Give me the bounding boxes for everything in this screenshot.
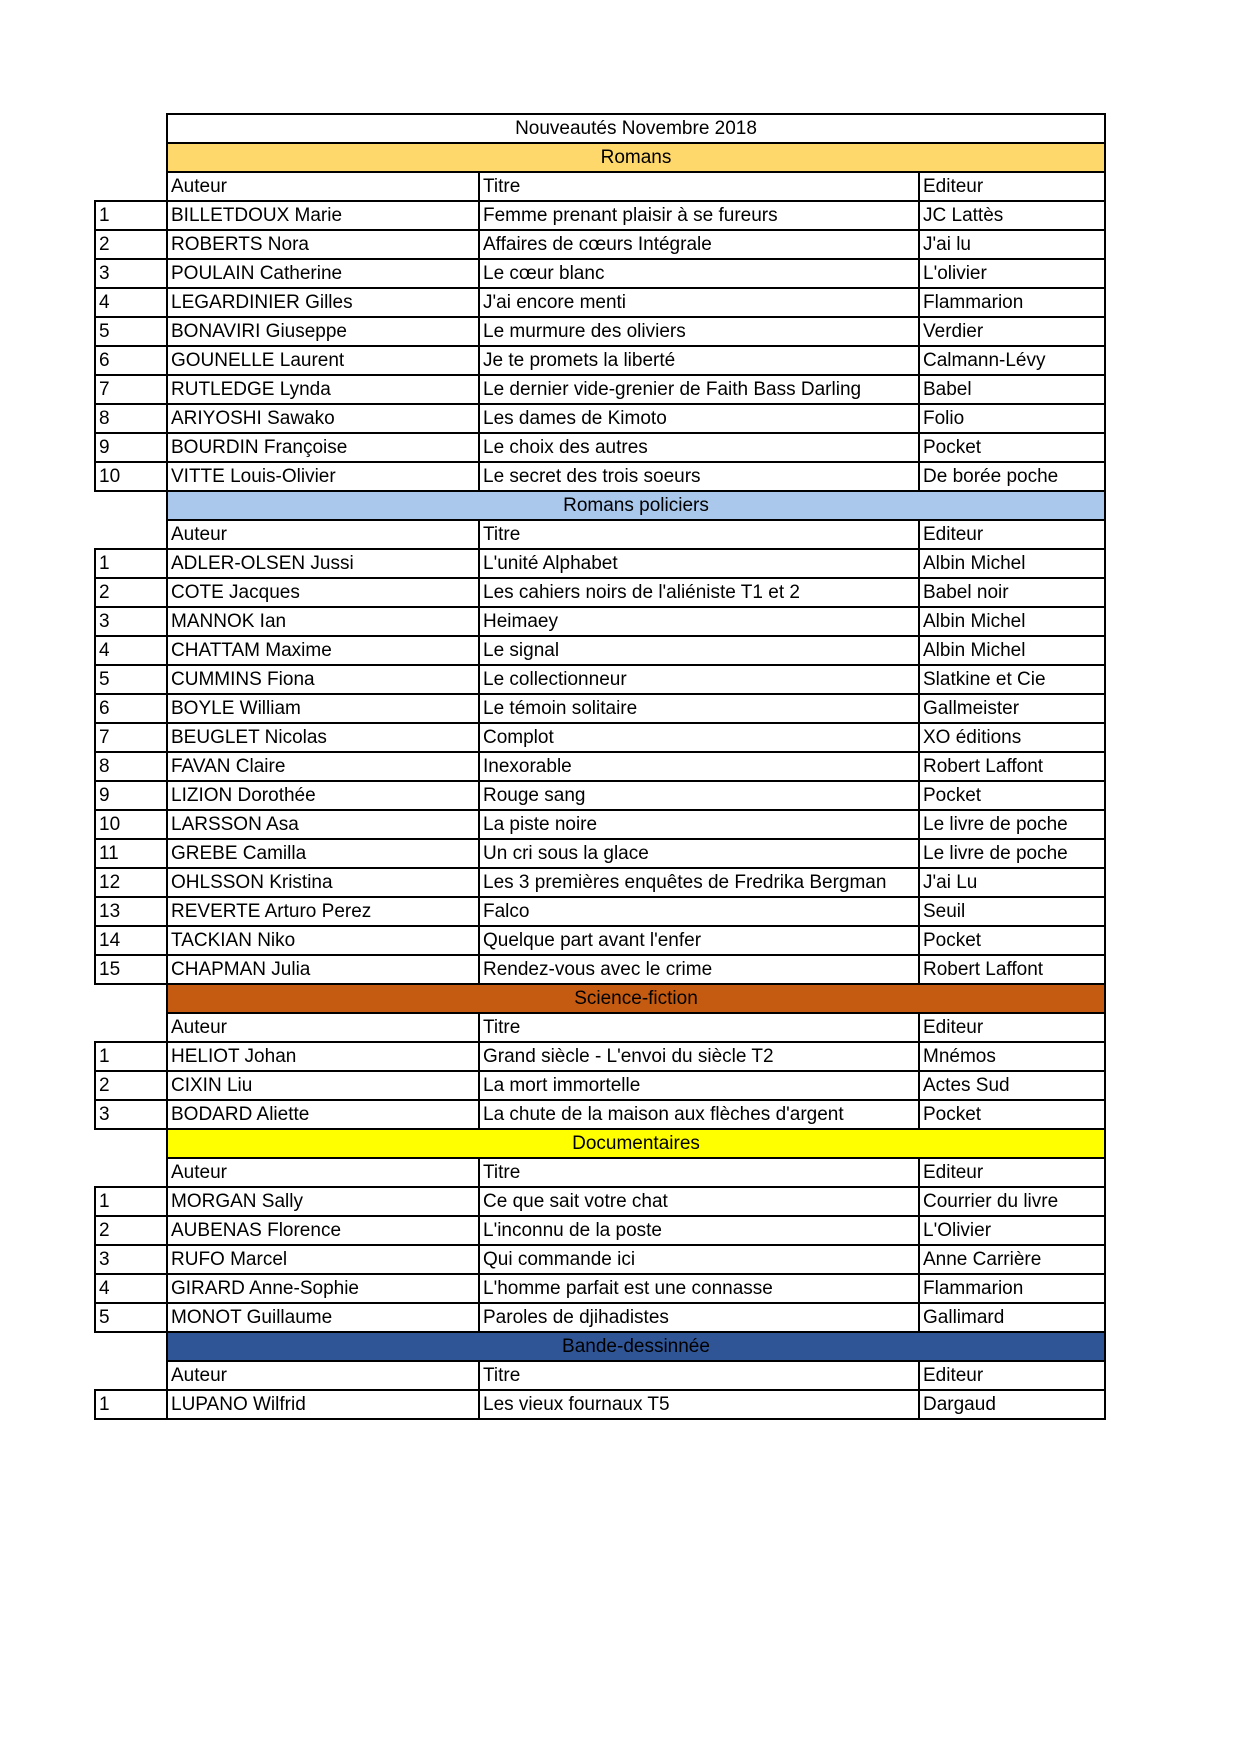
row-number: 2 [95,578,167,607]
cell-titre: Le dernier vide-grenier de Faith Bass Darling [479,375,919,404]
cell-auteur: OHLSSON Kristina [167,868,479,897]
row-number: 3 [95,1100,167,1129]
column-header-row [95,520,1105,549]
row-number: 1 [95,1042,167,1071]
header-editeur: Editeur [919,1158,1105,1187]
cell-editeur: Babel [919,375,1105,404]
cell-titre: Rouge sang [479,781,919,810]
cell-titre: Inexorable [479,752,919,781]
table-row [95,462,1105,491]
cell-titre: La mort immortelle [479,1071,919,1100]
table-row [95,259,1105,288]
row-number: 10 [95,810,167,839]
cell-editeur: Robert Laffont [919,752,1105,781]
table-row [95,1303,1105,1332]
cell-auteur: BEUGLET Nicolas [167,723,479,752]
cell-editeur: Robert Laffont [919,955,1105,984]
cell-auteur: CHATTAM Maxime [167,636,479,665]
table-row [95,230,1105,259]
table-row [95,868,1105,897]
table-row [95,404,1105,433]
cell-editeur: Le livre de poche [919,839,1105,868]
cell-titre: Heimaey [479,607,919,636]
cell-editeur: Folio [919,404,1105,433]
header-titre: Titre [479,172,919,201]
cell-editeur: Flammarion [919,1274,1105,1303]
cell-editeur: Flammarion [919,288,1105,317]
cell-editeur: Dargaud [919,1390,1105,1419]
cell-editeur: Anne Carrière [919,1245,1105,1274]
cell-auteur: BOYLE William [167,694,479,723]
section-heading: Romans policiers [167,491,1105,520]
row-number: 4 [95,636,167,665]
row-number: 1 [95,549,167,578]
cell-titre: Je te promets la liberté [479,346,919,375]
row-number: 9 [95,781,167,810]
cell-auteur: BOURDIN Françoise [167,433,479,462]
cell-auteur: COTE Jacques [167,578,479,607]
cell-editeur: J'ai lu [919,230,1105,259]
cell-titre: Qui commande ici [479,1245,919,1274]
cell-auteur: LARSSON Asa [167,810,479,839]
cell-titre: Ce que sait votre chat [479,1187,919,1216]
row-number: 7 [95,375,167,404]
cell-editeur: Gallmeister [919,694,1105,723]
header-auteur: Auteur [167,1158,479,1187]
cell-auteur: HELIOT Johan [167,1042,479,1071]
cell-auteur: LUPANO Wilfrid [167,1390,479,1419]
section-bd-row [95,1332,1105,1361]
cell-auteur: CHAPMAN Julia [167,955,479,984]
table-row [95,665,1105,694]
cell-auteur: LIZION Dorothée [167,781,479,810]
table-row [95,549,1105,578]
section-doc-row [95,1129,1105,1158]
column-header-row [95,1013,1105,1042]
row-number: 8 [95,752,167,781]
cell-auteur: GIRARD Anne-Sophie [167,1274,479,1303]
row-number: 13 [95,897,167,926]
cell-auteur: CIXIN Liu [167,1071,479,1100]
cell-titre: Affaires de cœurs Intégrale [479,230,919,259]
section-sf-row [95,984,1105,1013]
cell-auteur: ARIYOSHI Sawako [167,404,479,433]
row-number: 7 [95,723,167,752]
row-number: 3 [95,1245,167,1274]
cell-editeur: Pocket [919,433,1105,462]
header-auteur: Auteur [167,1013,479,1042]
table-row [95,1071,1105,1100]
row-number: 6 [95,694,167,723]
row-number: 2 [95,1071,167,1100]
table-row [95,433,1105,462]
table-row [95,1100,1105,1129]
header-titre: Titre [479,1158,919,1187]
cell-editeur: Seuil [919,897,1105,926]
header-auteur: Auteur [167,172,479,201]
row-number: 5 [95,665,167,694]
header-editeur: Editeur [919,172,1105,201]
cell-editeur: Pocket [919,781,1105,810]
section-heading: Documentaires [167,1129,1105,1158]
row-number: 10 [95,462,167,491]
cell-editeur: J'ai Lu [919,868,1105,897]
cell-titre: Rendez-vous avec le crime [479,955,919,984]
cell-titre: Les cahiers noirs de l'aliéniste T1 et 2 [479,578,919,607]
table-row [95,1216,1105,1245]
cell-titre: Femme prenant plaisir à se fureurs [479,201,919,230]
row-number: 12 [95,868,167,897]
cell-titre: Le collectionneur [479,665,919,694]
cell-editeur: Actes Sud [919,1071,1105,1100]
table-row [95,1390,1105,1419]
section-policiers-row [95,491,1105,520]
books-table [94,113,1106,1420]
cell-editeur: De borée poche [919,462,1105,491]
cell-editeur: Albin Michel [919,549,1105,578]
table-row [95,781,1105,810]
row-number: 4 [95,288,167,317]
table-row [95,926,1105,955]
row-number: 1 [95,1390,167,1419]
cell-auteur: ADLER-OLSEN Jussi [167,549,479,578]
cell-titre: Les dames de Kimoto [479,404,919,433]
cell-editeur: L'Olivier [919,1216,1105,1245]
table-row [95,317,1105,346]
cell-auteur: FAVAN Claire [167,752,479,781]
table-row [95,375,1105,404]
table-row [95,752,1105,781]
cell-editeur: Slatkine et Cie [919,665,1105,694]
cell-titre: Quelque part avant l'enfer [479,926,919,955]
table-row [95,694,1105,723]
cell-auteur: MONOT Guillaume [167,1303,479,1332]
cell-auteur: VITTE Louis-Olivier [167,462,479,491]
row-number: 14 [95,926,167,955]
cell-titre: Les vieux fournaux T5 [479,1390,919,1419]
cell-editeur: L'olivier [919,259,1105,288]
title-row [95,114,1105,143]
row-number: 1 [95,1187,167,1216]
cell-auteur: MORGAN Sally [167,1187,479,1216]
row-number: 5 [95,317,167,346]
header-editeur: Editeur [919,1361,1105,1390]
header-titre: Titre [479,1013,919,1042]
cell-titre: Le témoin solitaire [479,694,919,723]
header-auteur: Auteur [167,1361,479,1390]
cell-titre: L'homme parfait est une connasse [479,1274,919,1303]
section-heading: Bande-dessinnée [167,1332,1105,1361]
cell-titre: Le choix des autres [479,433,919,462]
cell-editeur: Courrier du livre [919,1187,1105,1216]
cell-titre: Le secret des trois soeurs [479,462,919,491]
cell-editeur: Gallimard [919,1303,1105,1332]
table-row [95,810,1105,839]
cell-titre: L'unité Alphabet [479,549,919,578]
cell-titre: Complot [479,723,919,752]
table-row [95,346,1105,375]
table-row [95,839,1105,868]
cell-editeur: Calmann-Lévy [919,346,1105,375]
cell-titre: J'ai encore menti [479,288,919,317]
header-auteur: Auteur [167,520,479,549]
header-editeur: Editeur [919,1013,1105,1042]
cell-titre: Le murmure des oliviers [479,317,919,346]
column-header-row [95,1361,1105,1390]
table-row [95,1042,1105,1071]
table-row [95,288,1105,317]
table-row [95,1187,1105,1216]
header-editeur: Editeur [919,520,1105,549]
cell-editeur: Albin Michel [919,636,1105,665]
cell-titre: Le signal [479,636,919,665]
cell-auteur: GREBE Camilla [167,839,479,868]
cell-editeur: Pocket [919,926,1105,955]
cell-auteur: TACKIAN Niko [167,926,479,955]
cell-auteur: CUMMINS Fiona [167,665,479,694]
cell-editeur: JC Lattès [919,201,1105,230]
table-row [95,897,1105,926]
section-heading: Romans [167,143,1105,172]
row-number: 1 [95,201,167,230]
cell-titre: Falco [479,897,919,926]
row-number: 2 [95,1216,167,1245]
cell-auteur: REVERTE Arturo Perez [167,897,479,926]
row-number: 15 [95,955,167,984]
header-titre: Titre [479,520,919,549]
cell-editeur: Le livre de poche [919,810,1105,839]
cell-auteur: BILLETDOUX Marie [167,201,479,230]
cell-editeur: XO éditions [919,723,1105,752]
table-row [95,578,1105,607]
cell-titre: L'inconnu de la poste [479,1216,919,1245]
row-number: 3 [95,259,167,288]
row-number: 5 [95,1303,167,1332]
table-row [95,607,1105,636]
page-title: Nouveautés Novembre 2018 [167,114,1105,143]
row-number: 3 [95,607,167,636]
cell-editeur: Pocket [919,1100,1105,1129]
cell-titre: La chute de la maison aux flèches d'argent [479,1100,919,1129]
column-header-row [95,1158,1105,1187]
cell-auteur: ROBERTS Nora [167,230,479,259]
cell-titre: Un cri sous la glace [479,839,919,868]
row-number: 2 [95,230,167,259]
row-number: 11 [95,839,167,868]
row-number: 8 [95,404,167,433]
section-heading: Science-fiction [167,984,1105,1013]
cell-titre: La piste noire [479,810,919,839]
cell-auteur: POULAIN Catherine [167,259,479,288]
cell-titre: Le cœur blanc [479,259,919,288]
cell-editeur: Mnémos [919,1042,1105,1071]
cell-auteur: LEGARDINIER Gilles [167,288,479,317]
row-number: 6 [95,346,167,375]
column-header-row [95,172,1105,201]
table-row [95,636,1105,665]
cell-titre: Grand siècle - L'envoi du siècle T2 [479,1042,919,1071]
row-number: 9 [95,433,167,462]
section-romans-row [95,143,1105,172]
table-row [95,723,1105,752]
table-row [95,1274,1105,1303]
cell-editeur: Albin Michel [919,607,1105,636]
cell-auteur: BODARD Aliette [167,1100,479,1129]
cell-titre: Les 3 premières enquêtes de Fredrika Bergman [479,868,919,897]
cell-editeur: Babel noir [919,578,1105,607]
row-number: 4 [95,1274,167,1303]
cell-auteur: RUFO Marcel [167,1245,479,1274]
table-row [95,1245,1105,1274]
header-titre: Titre [479,1361,919,1390]
cell-auteur: MANNOK Ian [167,607,479,636]
cell-auteur: RUTLEDGE Lynda [167,375,479,404]
cell-auteur: AUBENAS Florence [167,1216,479,1245]
cell-auteur: GOUNELLE Laurent [167,346,479,375]
cell-editeur: Verdier [919,317,1105,346]
cell-auteur: BONAVIRI Giuseppe [167,317,479,346]
table-row [95,201,1105,230]
cell-titre: Paroles de djihadistes [479,1303,919,1332]
table-row [95,955,1105,984]
